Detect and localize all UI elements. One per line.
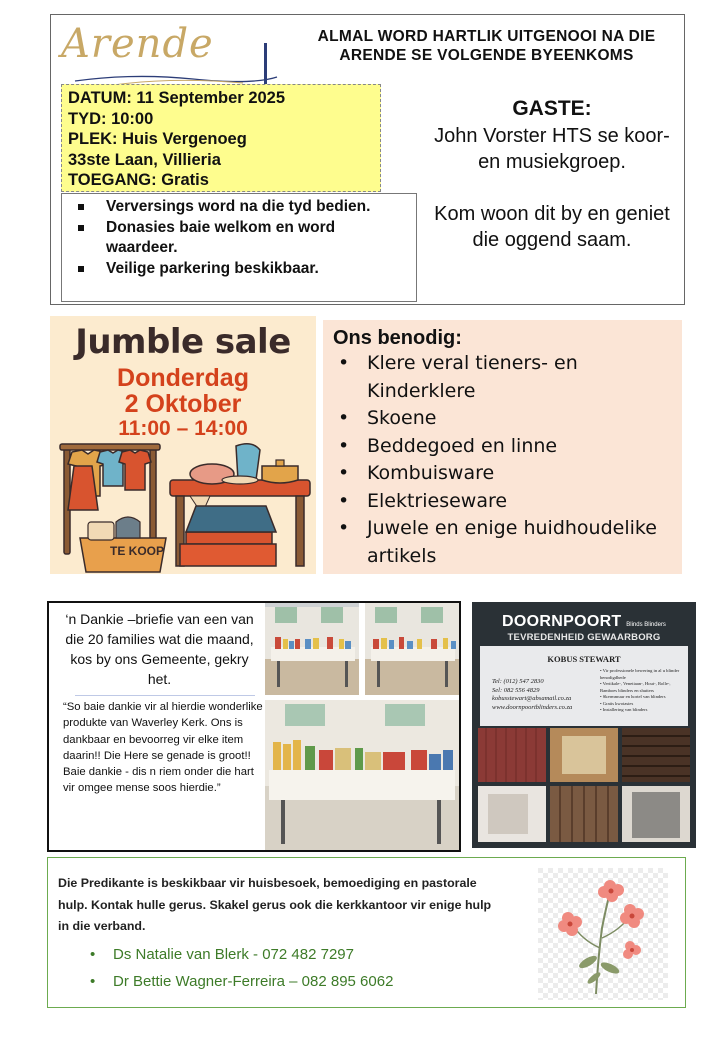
jumble-date: 2 Oktober — [124, 390, 242, 418]
contact-line: Sel: 082 556 4829 — [492, 686, 540, 694]
blinds-photos — [478, 728, 690, 844]
food-parcels-photo — [265, 603, 359, 695]
event-admission: TOEGANG: Gratis — [68, 171, 209, 189]
food-donations-photo — [265, 700, 459, 850]
doornpoort-brand-sub: Blinds Blinders — [626, 622, 666, 628]
pastors-text: Die Predikante is beskikbaar vir huisbesoek, bemoediging en pastorale hulp. Kontak hulle gerus. Skakel gerus ook die kerkkantoor vir enige hulp in die verband. — [58, 876, 492, 933]
event-note: Donasies baie welkom en word waardeer. — [76, 218, 408, 259]
arende-logo — [61, 21, 276, 91]
event-note: Verversings word na die tyd bedien. — [76, 197, 408, 218]
invitation-heading: ALMAL WORD HARTLIK UITGENOOI NA DIE ARENDE SE VOLGENDE BYEENKOMS — [317, 28, 656, 64]
pastor-contact: • Dr Bettie Wagner-Ferreira – 082 895 6062 — [90, 968, 393, 995]
event-place: PLEK: Huis Vergenoeg — [68, 130, 247, 148]
needs-item: • Klere veral tieners- en Kinderklere — [333, 350, 672, 405]
needs-list — [333, 350, 672, 570]
food-parcels-photo — [365, 603, 459, 695]
doornpoort-tagline: TEVREDENHEID GEWAARBORG — [507, 632, 661, 643]
pastors-contacts — [90, 941, 393, 995]
event-date: DATUM: 11 September 2025 — [68, 89, 286, 107]
doornpoort-name — [478, 613, 690, 631]
event-notes-box — [61, 193, 417, 302]
jumble-day — [50, 365, 316, 417]
event-time: TYD: 10:00 — [68, 109, 154, 128]
doornpoort-brand: DOORNPOORT — [502, 613, 622, 630]
te-koop-label: TE KOOP — [109, 544, 164, 558]
doornpoort-services — [600, 668, 686, 714]
service-line: • Vertikale-, Venetiaan-, Hout-, Rolle-, Bamboes blinders en shutters — [600, 681, 671, 693]
divider — [75, 695, 255, 696]
doornpoort-advert — [472, 602, 696, 848]
flower-icon — [538, 868, 668, 1000]
contact-line: www.doornpoortblinders.co.za — [492, 703, 573, 711]
pastor-contact: • Ds Natalie van Blerk - 072 482 7297 — [90, 941, 393, 968]
service-line: • Gratis kwotasies — [600, 700, 634, 706]
contact-line: Tel: (012) 547 2830 — [492, 678, 544, 685]
needs-item: • Juwele en enige huidhoudelike artikels — [333, 515, 672, 570]
event-address: 33ste Laan, Villieria — [68, 150, 221, 169]
jumble-day-name: Donderdag — [117, 364, 249, 392]
jumble-sale-illustration — [50, 436, 316, 574]
needs-item: • Beddegoed en linne — [333, 433, 672, 461]
service-line: • Installering van blinders — [600, 707, 648, 712]
arende-invitation-box — [50, 14, 685, 305]
jumble-sale-poster — [50, 316, 316, 574]
needs-panel — [323, 320, 682, 574]
thank-you-heading: ‘n Dankie –briefie van een van die 20 families wat die maand, kos by ons Gemeente, gekry het. — [65, 611, 254, 687]
contact-line: kobusstewart@absamail.co.za — [492, 695, 572, 702]
service-line: • Vir professionele bewering in al u blinder benodigdhede — [600, 668, 680, 680]
needs-title: Ons benodig: — [333, 327, 462, 349]
logo-cross-icon — [264, 43, 267, 87]
thank-you-box — [47, 601, 461, 852]
closing-text: Kom woon dit by en geniet die oggend saam. — [434, 203, 670, 251]
folded-clothes-icon — [180, 506, 276, 566]
doornpoort-person: KOBUS STEWART — [547, 654, 621, 664]
jumble-title: Jumble sale — [75, 322, 291, 362]
needs-item: • Kombuisware — [333, 460, 672, 488]
guests-section — [421, 96, 683, 253]
arende-logo-text: Arende — [61, 21, 214, 67]
guests-text: John Vorster HTS se koor- en musiekgroep. — [434, 125, 670, 173]
doornpoort-contact — [492, 678, 572, 712]
pastors-box — [47, 857, 686, 1008]
needs-item: • Skoene — [333, 405, 672, 433]
thank-you-quote: “So baie dankie vir al hierdie wonderlike produkte van Waverley Kerk. Ons is dankbaar en bevoorreg vir elke item daarin!! Die Here se genade is groot!! Baie dankie - dis n riem onder die hart vir omgee mense soos hierdie.” — [63, 701, 263, 795]
guests-title: GASTE: — [512, 97, 592, 120]
jumble-time: 11:00 – 14:00 — [118, 417, 248, 440]
event-details-box — [61, 84, 381, 192]
needs-item: • Elektrieseware — [333, 488, 672, 516]
event-note: Veilige parkering beskikbaar. — [76, 259, 408, 280]
service-line: • Skermmuur en hortel van blinders — [600, 694, 666, 699]
